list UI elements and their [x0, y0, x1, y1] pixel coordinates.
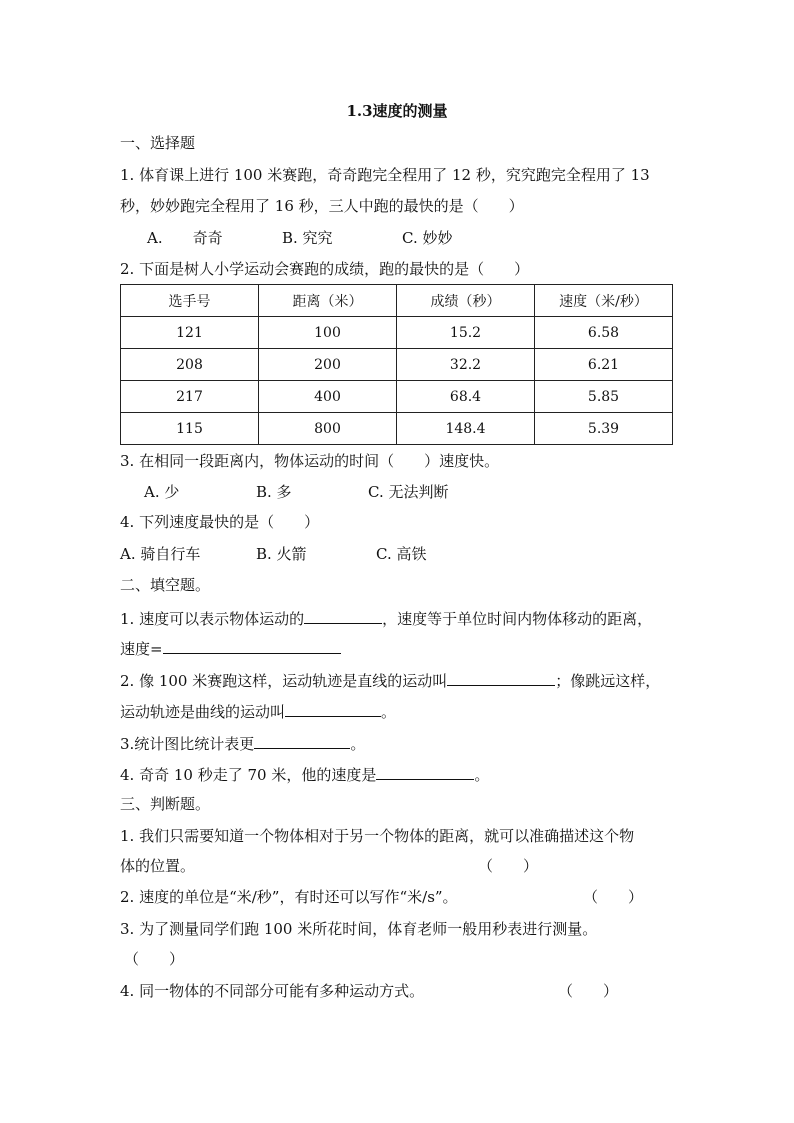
fill-q1-line2 — [120, 637, 341, 659]
fill-q1-text-c: 速度= — [120, 640, 163, 658]
q3-option-c[interactable]: C. 无法判断 — [368, 483, 449, 501]
section-heading-judge: 三、判断题。 — [120, 795, 211, 813]
fill-q4-end: 。 — [474, 766, 490, 784]
fill-q2-text-b: ；像跳远这样， — [555, 672, 661, 690]
judge-q4-line: 4. 同一物体的不同部分可能有多种运动方式。 — [120, 982, 425, 1000]
fill-q4-blank[interactable] — [376, 763, 474, 780]
judge-q1-line2: 体的位置。 — [120, 857, 196, 875]
fill-q4-text: 4. 奇奇 10 秒走了 70 米，他的速度是 — [120, 766, 377, 784]
table-cell: 6.21 — [535, 349, 673, 381]
q1-option-c[interactable]: C. 妙妙 — [402, 229, 453, 247]
table-cell: 5.85 — [535, 381, 673, 413]
q2-text: 2. 下面是树人小学运动会赛跑的成绩，跑的最快的是（ ） — [120, 260, 530, 278]
table-row — [121, 413, 673, 445]
judge-q2-line: 2. 速度的单位是“米/秒”，有时还可以写作“米/s”。 — [120, 888, 458, 906]
q1-option-a[interactable]: A. 奇奇 — [147, 229, 223, 247]
table-row — [121, 381, 673, 413]
q4-options — [120, 544, 426, 564]
fill-q2-blank-2[interactable] — [285, 700, 381, 717]
fill-q1-line1 — [120, 607, 652, 629]
judge-q3-line1: 3. 为了测量同学们跑 100 米所花时间，体育老师一般用秒表进行测量。 — [120, 920, 598, 938]
fill-q3-line — [120, 732, 365, 754]
fill-q2-line2 — [120, 700, 396, 722]
q3-option-a[interactable]: A. 少 — [144, 483, 180, 501]
q1-options — [147, 228, 452, 248]
table-cell: 6.58 — [535, 317, 673, 349]
table-cell: 800 — [259, 413, 397, 445]
fill-q2-blank-1[interactable] — [447, 669, 555, 686]
table-header-cell: 选手号 — [121, 285, 259, 317]
table-cell: 5.39 — [535, 413, 673, 445]
q1-text-line2: 秒，妙妙跑完全程用了 16 秒，三人中跑的最快的是（ ） — [120, 197, 524, 215]
race-results-table — [120, 284, 673, 445]
table-cell: 200 — [259, 349, 397, 381]
q4-text: 4. 下列速度最快的是（ ） — [120, 513, 320, 531]
table-cell: 208 — [121, 349, 259, 381]
q4-option-c[interactable]: C. 高铁 — [376, 545, 427, 563]
table-cell: 148.4 — [397, 413, 535, 445]
fill-q3-text: 3.统计图比统计表更 — [120, 735, 255, 753]
fill-q3-end: 。 — [350, 735, 366, 753]
section-heading-fill: 二、填空题。 — [120, 576, 211, 594]
q1-text-line1: 1. 体育课上进行 100 米赛跑，奇奇跑完全程用了 12 秒，究究跑完全程用了 13 — [120, 166, 650, 184]
table-header-cell: 速度（米/秒） — [535, 285, 673, 317]
judge-q4-paren[interactable]: （ ） — [558, 982, 619, 1000]
fill-q1-text-b: ，速度等于单位时间内物体移动的距离， — [382, 610, 653, 628]
q3-text: 3. 在相同一段距离内，物体运动的时间（ ）速度快。 — [120, 452, 500, 470]
judge-q3-paren[interactable]: （ ） — [124, 950, 185, 968]
table-cell: 121 — [121, 317, 259, 349]
table-cell: 217 — [121, 381, 259, 413]
fill-q1-text-a: 1. 速度可以表示物体运动的 — [120, 610, 305, 628]
q3-option-b[interactable]: B. 多 — [256, 483, 292, 501]
fill-q2-end: 。 — [381, 703, 397, 721]
judge-q2-paren[interactable]: （ ） — [583, 888, 644, 906]
fill-q2-text-c: 运动轨迹是曲线的运动叫 — [120, 703, 286, 721]
section-heading-choice: 一、选择题 — [120, 134, 196, 152]
table-row — [121, 317, 673, 349]
fill-q3-blank[interactable] — [254, 732, 350, 749]
table-cell: 32.2 — [397, 349, 535, 381]
table-cell: 68.4 — [397, 381, 535, 413]
table-row — [121, 349, 673, 381]
fill-q2-text-a: 2. 像 100 米赛跑这样，运动轨迹是直线的运动叫 — [120, 672, 448, 690]
q1-option-b[interactable]: B. 究究 — [282, 229, 333, 247]
judge-q1-line1: 1. 我们只需要知道一个物体相对于另一个物体的距离，就可以准确描述这个物 — [120, 827, 635, 845]
table-cell: 115 — [121, 413, 259, 445]
page-title: 1.3速度的测量 — [346, 102, 448, 120]
fill-q1-blank[interactable] — [304, 607, 382, 624]
table-cell: 400 — [259, 381, 397, 413]
table-cell: 100 — [259, 317, 397, 349]
judge-q1-paren[interactable]: （ ） — [478, 857, 539, 875]
table-header-cell: 成绩（秒） — [397, 285, 535, 317]
q4-option-a[interactable]: A. 骑自行车 — [120, 545, 201, 563]
q3-options — [144, 482, 448, 502]
table-cell: 15.2 — [397, 317, 535, 349]
table-header-row — [121, 285, 673, 317]
fill-q4-line — [120, 763, 489, 785]
fill-q2-line1 — [120, 669, 660, 691]
fill-q1-speed-blank[interactable] — [163, 637, 341, 654]
table-header-cell: 距离（米） — [259, 285, 397, 317]
q4-option-b[interactable]: B. 火箭 — [256, 545, 307, 563]
